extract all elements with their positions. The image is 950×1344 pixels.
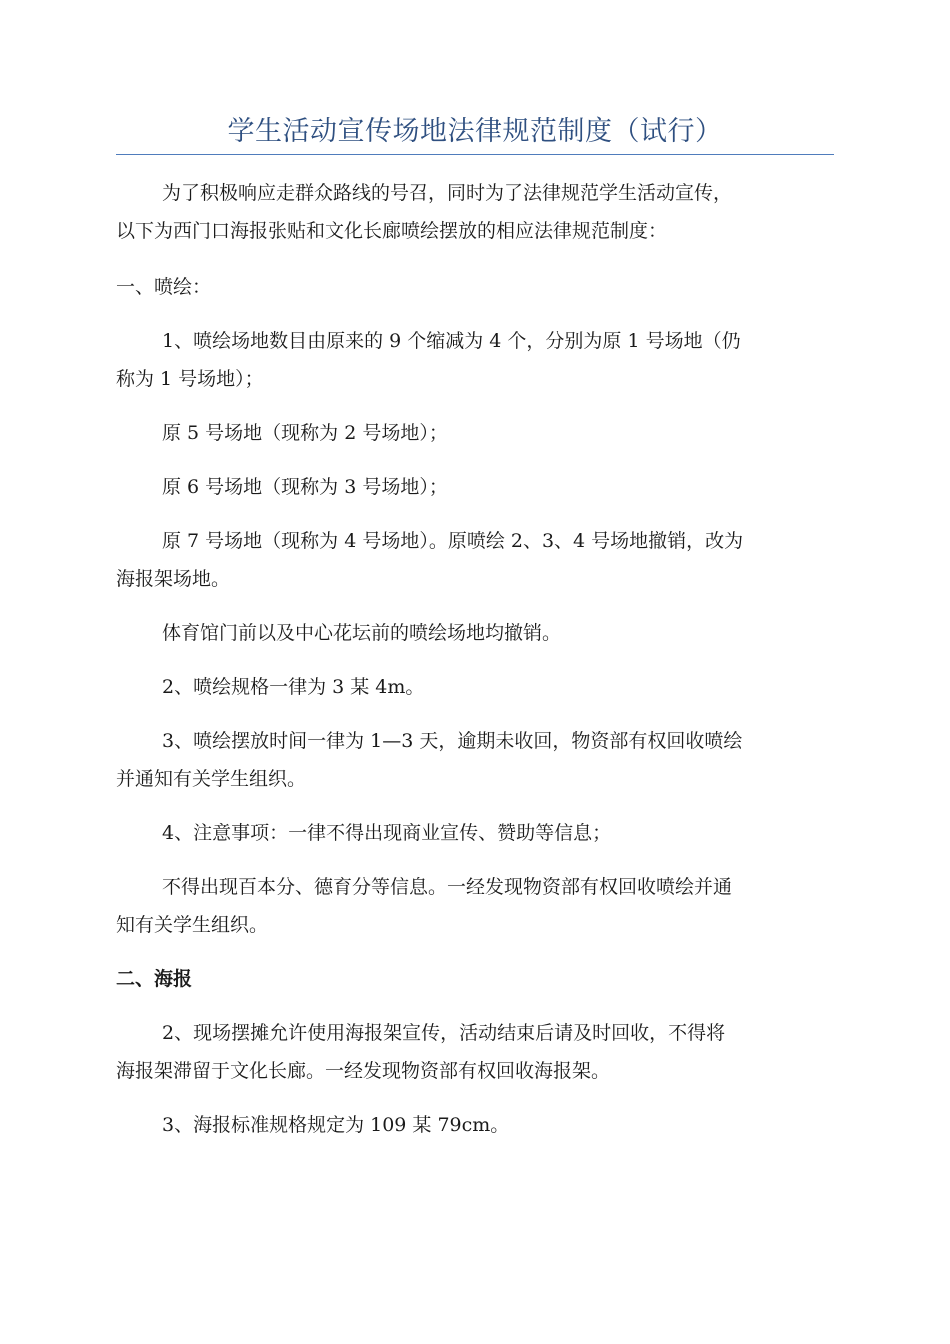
spray-item-2: 2、喷绘规格一律为 3 某 4m。 [162, 676, 425, 698]
spray-gym-note: 体育馆门前以及中心花坛前的喷绘场地均撤销。 [162, 622, 562, 644]
poster-item-2-line-2: 海报架滞留于文化长廊。一经发现物资部有权回收海报架。 [116, 1060, 611, 1082]
spray-item-4-cont-line-2: 知有关学生组织。 [116, 914, 269, 936]
title-underline [116, 154, 834, 155]
section-heading-poster: 二、海报 [116, 968, 193, 990]
spray-item-1-line-1: 1、喷绘场地数目由原来的 9 个缩减为 4 个，分别为原 1 号场地（仍 [162, 330, 741, 352]
intro-line-1: 为了积极响应走群众路线的号召，同时为了法律规范学生活动宣传， [162, 182, 733, 204]
spray-item-3-line-2: 并通知有关学生组织。 [116, 768, 307, 790]
intro-line-2: 以下为西门口海报张贴和文化长廊喷绘摆放的相应法律规范制度： [116, 220, 668, 242]
poster-item-2-line-1: 2、现场摆摊允许使用海报架宣传，活动结束后请及时回收，不得将 [162, 1022, 726, 1044]
spray-item-1-line-2: 称为 1 号场地）； [116, 368, 264, 390]
spray-item-4-cont-line-1: 不得出现百本分、德育分等信息。一经发现物资部有权回收喷绘并通 [162, 876, 733, 898]
spray-site-7-line-1: 原 7 号场地（现称为 4 号场地）。原喷绘 2、3、4 号场地撤销，改为 [162, 530, 744, 552]
spray-item-4: 4、注意事项：一律不得出现商业宣传、赞助等信息； [162, 822, 612, 844]
document-title: 学生活动宣传场地法律规范制度（试行） [227, 116, 723, 147]
spray-site-6: 原 6 号场地（现称为 3 号场地）； [162, 476, 448, 498]
poster-item-3: 3、海报标准规格规定为 109 某 79cm。 [162, 1114, 510, 1136]
spray-site-5: 原 5 号场地（现称为 2 号场地）； [162, 422, 448, 444]
section-heading-spray: 一、喷绘： [116, 276, 212, 298]
spray-site-7-line-2: 海报架场地。 [116, 568, 231, 590]
spray-item-3-line-1: 3、喷绘摆放时间一律为 1—3 天，逾期未收回，物资部有权回收喷绘 [162, 730, 743, 752]
